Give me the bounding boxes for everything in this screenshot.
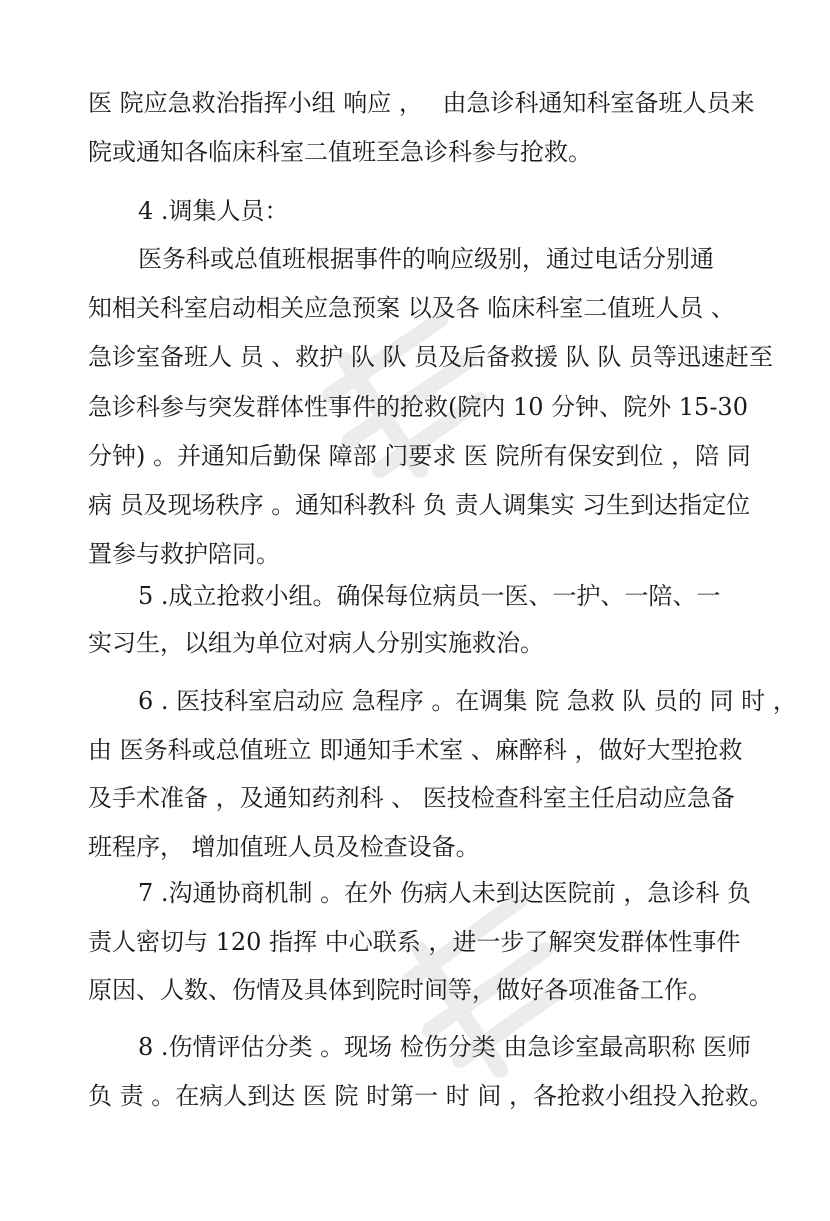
text-line: 8 .伤情评估分类 。现场 检伤分类 由急诊室最高职称 医师 — [138, 1033, 752, 1061]
text-line: 5 .成立抢救小组。确保每位病员一医、一护、一陪、一 — [138, 582, 721, 610]
text-line: 责人密切与 120 指挥 中心联系 ，进一步了解突发群体性事件 — [88, 928, 741, 956]
text-line: 院或通知各临床科室二值班至急诊科参与抢救。 — [88, 138, 592, 166]
text-line: 知相关科室启动相关应急预案 以及各 临床科室二值班人员 、 — [88, 294, 735, 322]
text-line: 班程序， 增加值班人员及检查设备。 — [88, 833, 480, 861]
text-line: 病 员及现场秩序 。通知科教科 负 责人调集实 习生到达指定位 — [88, 491, 751, 519]
text-line: 由 医务科或总值班立 即通知手术室 、麻醉科 ，做好大型抢救 — [88, 736, 743, 764]
text-line: 分钟) 。并通知后勤保 障部 门要求 医 院所有保安到位 ，陪 同 — [88, 442, 751, 470]
text-line: 及手术准备 ，及通知药剂科 、 医技检查科室主任启动应急备 — [88, 784, 735, 812]
text-line: 医 院应急救治指挥小组 响应 ， 由急诊科通知科室备班人员来 — [88, 89, 755, 117]
text-line: 医务科或总值班根据事件的响应级别，通过电话分别通 — [138, 245, 714, 273]
text-line: 4 .调集人员： — [138, 197, 289, 225]
text-line: 急诊室备班人 员 、救护 队 队 员及后备救援 队 队 员等迅速赶至 — [88, 343, 774, 371]
text-line: 实习生，以组为单位对病人分别实施救治。 — [88, 629, 544, 657]
text-line: 原因、人数、伤情及具体到院时间等，做好各项准备工作。 — [88, 976, 712, 1004]
text-line: 7 .沟通协商机制 。在外 伤病人未到达医院前 ，急诊科 负 — [138, 879, 752, 907]
text-line: 负 责 。在病人到达 医 院 时第一 时 间 ，各抢救小组投入抢救。 — [88, 1082, 774, 1110]
text-line: 急诊科参与突发群体性事件的抢救(院内 10 分钟、院外 15-30 — [88, 393, 748, 421]
text-line: 6 . 医技科室启动应 急程序 。在调集 院 急救 队 员的 同 时 ， — [138, 687, 797, 715]
text-line: 置参与救护陪同。 — [88, 540, 280, 568]
